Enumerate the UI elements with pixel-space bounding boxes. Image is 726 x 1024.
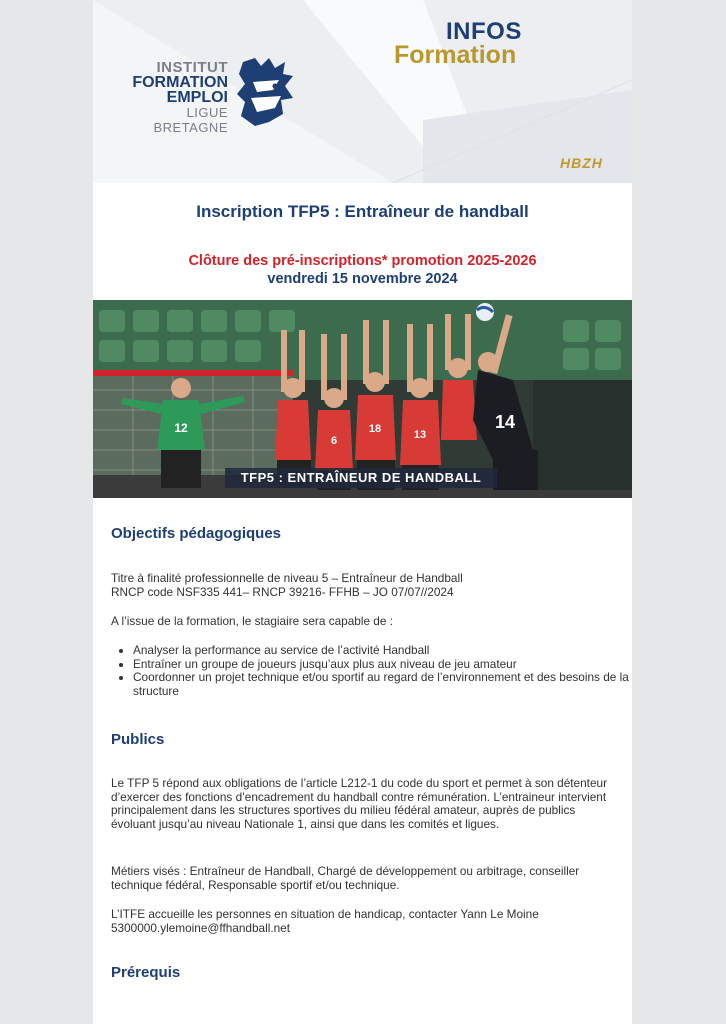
objectifs-title-line: Titre à finalité professionnelle de niveau 5 – Entraîneur de Handball — [111, 571, 463, 585]
logo-line-bretagne: BRETAGNE — [153, 120, 228, 135]
cloture-notice: Clôture des pré-inscriptions* promotion 2025-2026 — [188, 253, 537, 269]
list-item: • Entraîner un groupe de joueurs jusqu’aux plus aux niveau de jeu amateur — [133, 658, 632, 672]
prerequis-heading: Prérequis — [111, 964, 181, 981]
formation-heading: Formation — [394, 41, 517, 69]
list-item: • Analyser la performance au service de l’activité Handball — [133, 644, 632, 658]
banner-caption: TFP5 : ENTRAÎNEUR DE HANDBALL — [225, 468, 497, 488]
objectifs-heading: Objectifs pédagogiques — [111, 525, 282, 542]
page-title: Inscription TFP5 : Entraîneur de handball — [196, 202, 529, 221]
objectifs-rncp-line: RNCP code NSF335 441– RNCP 39216- FFHB – JO 07/07//2024 — [111, 585, 454, 599]
jersey-number-goalkeeper: 12 — [174, 421, 188, 435]
infos-heading: INFOS — [446, 18, 522, 45]
hbzh-brand-mark: HBZH — [560, 155, 603, 171]
itfe-logo-text — [116, 60, 228, 135]
logo-line-emploi: EMPLOI — [166, 89, 228, 106]
list-item: • Coordonner un projet technique et/ou sportif au regard de l’environnement et des besoins de la structure — [133, 671, 632, 698]
objectifs-list — [111, 644, 632, 698]
publics-paragraph-2: Métiers visés : Entraîneur de Handball, Chargé de développement ou arbitrage, conseiller technique fédéral, Responsable sportif et/ou technique. — [111, 864, 580, 892]
logo-line-formation: FORMATION — [132, 74, 228, 91]
logo-line-institut: INSTITUT — [156, 59, 228, 76]
publics-paragraph-1: Le TFP 5 répond aux obligations de l’article L212-1 du code du sport et permet à son détenteur d’exercer des fonctions d’encadrement du handball contre rémunération. L’entraineur intervient principalement dans les structures sportives du milieu fédéral amateur, auprès de publics évoluant jusqu’au niveau Nationale 1, ainsi que dans les comités et ligues. — [111, 776, 608, 831]
publics-paragraph-3: L’ITFE accueille les personnes en situation de handicap, contacter Yann Le Moine 5300000.ylemoine@ffhandball.net — [111, 907, 539, 935]
header-banner — [93, 0, 632, 183]
cloture-date: vendredi 15 novembre 2024 — [267, 271, 458, 287]
publics-heading: Publics — [111, 731, 165, 748]
jersey-number-attacker: 14 — [494, 412, 516, 432]
jersey-number-red-3: 13 — [413, 429, 427, 441]
jersey-number-red-1: 6 — [330, 435, 338, 447]
rooster-logo-icon — [235, 56, 297, 128]
objectifs-intro: A l’issue de la formation, le stagiaire sera capable de : — [111, 614, 393, 628]
jersey-number-red-2: 18 — [368, 423, 382, 435]
logo-line-ligue: LIGUE — [186, 105, 228, 120]
document-page — [93, 0, 632, 1024]
